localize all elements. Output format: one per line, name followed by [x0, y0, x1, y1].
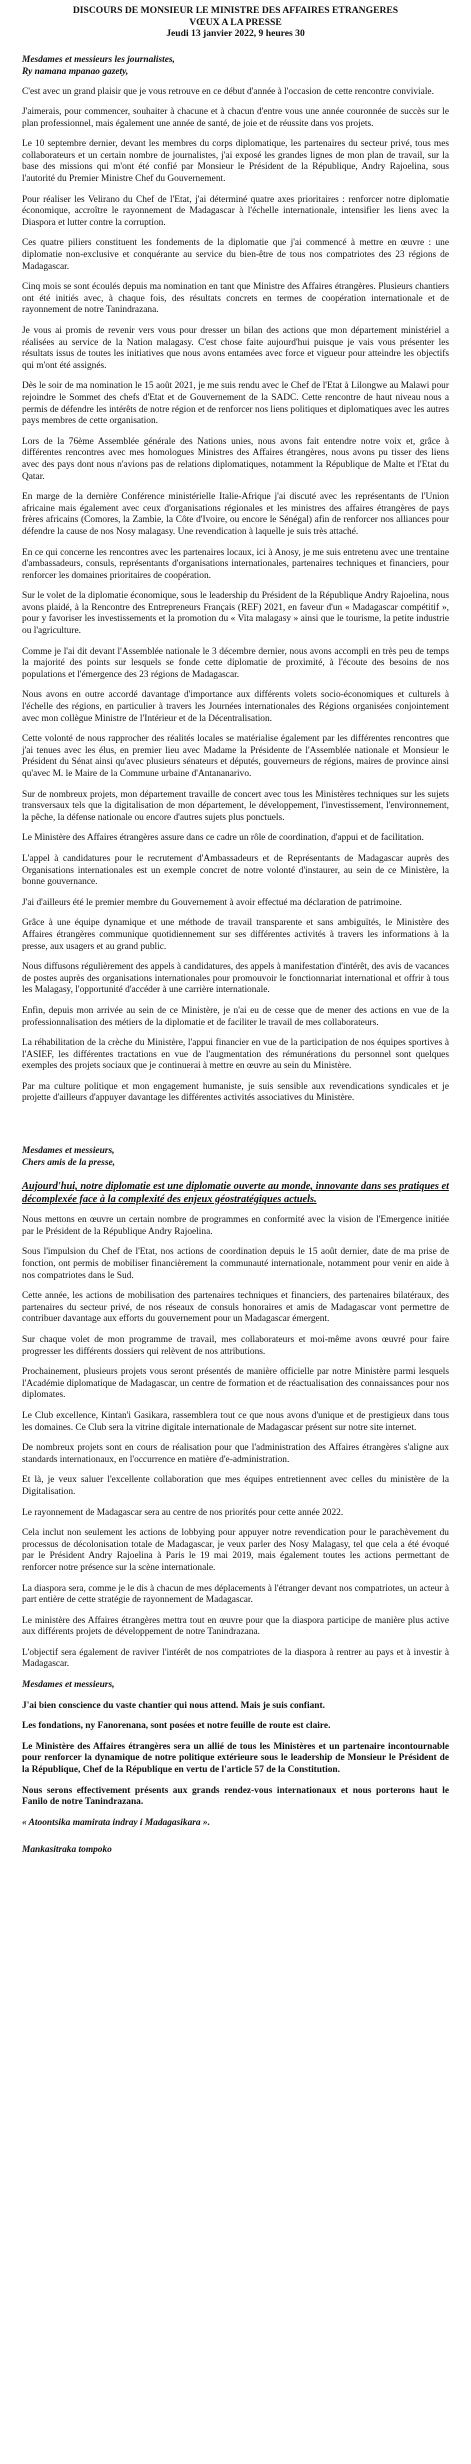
opening-greeting: [22, 54, 449, 78]
paragraph: Enfin, depuis mon arrivée au sein de ce Ministère, je n'ai eu de cesse que de mener des actions en vue de la professionnalisation des métiers de la diplomatie et de faciliter le travail de mes collaborateurs.: [22, 1005, 449, 1028]
greeting-line: Mesdames et messieurs,: [22, 1146, 115, 1157]
paragraph: Sur le volet de la diplomatie économique, sous le leadership du Président de la République Andry Rajoelina, nous avons plaidé, à la Rencontre des Entrepreneurs Français (REF) 2021, en faveur d'un « Madagascar compétitif », pour y favoriser les investissements et la promotion du « Vita malagasy » ainsi que le tourisme, la petite industrie ou l'agriculture.: [22, 591, 449, 637]
speech-part-1: [22, 87, 449, 1106]
paragraph: Nous avons en outre accordé davantage d'importance aux différents volets socio-économiques et culturels à l'échelle des régions, en particulier à travers les Journées internationales des Régions organisées conjointement avec mon collègue Ministre de l'Intérieur et de la Décentralisation.: [22, 690, 449, 724]
speech-header: [22, 5, 449, 40]
lead-statement: Aujourd'hui, notre diplomatie est une diplomatie ouverte au monde, innovante dans ses pratiques et décomplexée face à la complexité des enjeux géostratégiques actuels.: [22, 1181, 449, 1205]
paragraph: Comme je l'ai dit devant l'Assemblée nationale le 3 décembre dernier, nous avons accompli en très peu de temps la majorité des points sur lesquels se fonde cette diplomatie de proximité, à l'écoute des besoins de nos populations et l'émergence des 23 régions de Madagascar.: [22, 646, 449, 680]
paragraph: Cinq mois se sont écoulés depuis ma nomination en tant que Ministre des Affaires étrangères. Plusieurs chantiers ont été initiés avec, à chaque fois, des résultats concrets en termes de coopération internationale et de rayonnement de notre Tanindrazana.: [22, 282, 449, 316]
paragraph: Le rayonnement de Madagascar sera au centre de nos priorités pour cette année 2022.: [22, 1507, 344, 1518]
speech-subtitle: VŒUX A LA PRESSE: [189, 16, 282, 28]
paragraph: Sur de nombreux projets, mon département travaille de concert avec tous les Ministères techniques sur les sujets transversaux tels que la digitalisation de mon département, le développement, l'investissement, l'environnement, la pêche, la défense nationale ou encore d'autres sujets plus ponctuels.: [22, 789, 449, 823]
paragraph: De nombreux projets sont en cours de réalisation pour que l'administration des Affaires étrangères s'aligne aux standards internationaux, en l'occurrence en matière d'e-administration.: [22, 1443, 449, 1465]
paragraph: J'aimerais, pour commencer, souhaiter à chacune et à chacun d'entre vous une année couronnée de succès sur le plan professionnel, mais également une année de santé, de joie et de réussite dans vos projets.: [22, 107, 449, 129]
paragraph: Je vous ai promis de revenir vers vous pour dresser un bilan des actions que mon département ministériel a réalisées au service de la Nation malagasy. C'est chose faite aujourd'hui puisque je vais vous présenter les résultats issus de toutes les initiatives que nous avons entamées avec force et vigueur pour atteindre les objectifs qui m'ont été assignés.: [22, 326, 449, 371]
speech-part-2: [22, 1215, 449, 1671]
paragraph: Grâce à une équipe dynamique et une méthode de travail transparente et sans ambiguïtés, le Ministère des Affaires étrangères communique quotidiennement sur ses différentes activités à travers les informations à la presse, aux usagers et au grand public.: [22, 918, 449, 952]
paragraph: Sous l'impulsion du Chef de l'Etat, nos actions de coordination depuis le 15 août dernier, date de ma prise de fonction, ont permis de mobiliser financièrement la communauté internationale, notamment pour venir en aide à nos compatriotes dans le Sud.: [22, 1247, 449, 1281]
paragraph: Le ministère des Affaires étrangères mettra tout en œuvre pour que la diaspora participe de manière plus active aux différents projets de développement de notre Tanindrazana.: [22, 1615, 449, 1638]
paragraph: Prochainement, plusieurs projets vous seront présentés de manière officielle par notre Ministère parmi lesquels l'Académie diplomatique de Madagascar, un centre de formation et de réactualisation des connaissances pour nos diplomates.: [22, 1367, 449, 1401]
section-2-greeting: [22, 1145, 449, 1169]
speech-date: Jeudi 13 janvier 2022, 9 heures 30: [166, 28, 305, 39]
paragraph: Sur chaque volet de mon programme de travail, mes collaborateurs et moi-même avons œuvré pour faire progresser les différents dossiers qui relèvent de nos attributions.: [22, 1335, 449, 1357]
greeting-malagasy: Ry namana mpanao gazety,: [22, 66, 129, 77]
paragraph: Ces quatre piliers constituent les fondements de la diplomatie que j'ai commencé à mettre en œuvre : une diplomatie non-exclusive et conquérante au service du bien-être de tous nos compatriotes des 23 régions de Madagascar.: [22, 238, 449, 272]
paragraph: Nous mettons en œuvre un certain nombre de programmes en conformité avec la vision de l'Emergence initiée par le Président de la République Andry Rajoelina.: [22, 1215, 449, 1237]
paragraph: Nous diffusons régulièrement des appels à candidatures, des appels à manifestation d'intérêt, des avis de vacances de postes auprès des organisations internationales pour promouvoir le fonctionnariat international et offrir à tous les Malagasy, l'opportunité d'accéder à une carrière internationale.: [22, 962, 449, 996]
paragraph: Le Ministère des Affaires étrangères sera un allié de tous les Ministères et un partenaire incontournable pour renforcer la dynamique de notre politique extérieure sous le leadership de Monsieur le Président de la République, Chef de la République en vertu de l'article 57 de la Constitution.: [22, 1741, 449, 1776]
paragraph: L'appel à candidatures pour le recrutement d'Ambassadeurs et de Représentants de Madagascar auprès des Organisations internationales est un exemple concret de notre volonté d'instaurer, au sein de ce Ministère, la bonne gouvernance.: [22, 853, 449, 888]
paragraph: En ce qui concerne les rencontres avec les partenaires locaux, ici à Anosy, je me suis entretenu avec une trentaine d'ambassadeurs, consuls, représentants d'organisations internationales, partenaires techniques et financiers, pour renforcer les domaines prioritaires de coopération.: [22, 547, 449, 581]
paragraph: Nous serons effectivement présents aux grands rendez-vous internationaux et nous porterons haut le Fanilo de notre Tanindrazana.: [22, 1785, 449, 1808]
speech-part-3: [22, 1701, 449, 1809]
greeting-line: Chers amis de la presse,: [22, 1158, 115, 1169]
paragraph: J'ai d'ailleurs été le premier membre du Gouvernement à avoir effectué ma déclaration de patrimoine.: [22, 897, 402, 908]
paragraph: Lors de la 76ème Assemblée générale des Nations unies, nous avons fait entendre notre voix et, grâce à différentes rencontres avec mes homologues Ministres des Affaires étrangères, nous avons pu tisser des liens avec des pays dont nous n'avions pas de relations diplomatiques, notamment la République de Malte et l'Etat du Qatar.: [22, 436, 449, 482]
paragraph: La diaspora sera, comme je le dis à chacun de mes déplacements à l'étranger devant nos compatriotes, un acteur à part entière de cette stratégie de rayonnement de Madagascar.: [22, 1583, 449, 1606]
paragraph: Le 10 septembre dernier, devant les membres du corps diplomatique, les partenaires du secteur privé, tous mes collaborateurs et un certain nombre de journalistes, j'ai exposé les grandes lignes de mon plan de travail, sur la base des missions qui m'ont été confié par Monsieur le Président de la République, Andry Rajoelina, sous l'autorité du Premier Ministre Chef du Gouvernement.: [22, 139, 449, 185]
paragraph: Cette volonté de nous rapprocher des réalités locales se matérialise également par les différentes rencontres que j'ai tenues avec les élus, en premier lieu avec Madame la Présidente de l'Assemblée nationale et Monsieur le Président du Sénat ainsi qu'avec plusieurs sénateurs et députés, gouverneurs de régions, maires de province ainsi qu'avec M. le Maire de la Commune urbaine d'Antananarivo.: [22, 734, 449, 779]
signature: Mankasitraka tompoko: [22, 1845, 112, 1856]
paragraph: Par ma culture politique et mon engagement humaniste, je suis sensible aux revendications syndicales et je projette d'ailleurs d'appuyer davantage les différentes activités associatives du Ministère.: [22, 1081, 449, 1104]
paragraph: C'est avec un grand plaisir que je vous retrouve en ce début d'année à l'occasion de cette rencontre conviviale.: [22, 86, 434, 97]
paragraph: L'objectif sera également de raviver l'intérêt de nos compatriotes de la diaspora à rentrer au pays et à investir à Madagascar.: [22, 1647, 449, 1670]
paragraph: Les fondations, ny Fanorenana, sont posées et notre feuille de route est claire.: [22, 1721, 331, 1732]
paragraph: Dès le soir de ma nomination le 15 août 2021, je me suis rendu avec le Chef de l'Etat à Lilongwe au Malawi pour rejoindre le Sommet des chefs d'Etat et de Gouvernement de la SADC. Cette rencontre de haut niveau nous a permis de défendre les intérêts de notre région et de renforcer nos liens politiques et diplomatiques avec les autres pays membres de cette organisation.: [22, 381, 449, 427]
section-3-greeting: Mesdames et messieurs,: [22, 1680, 115, 1691]
paragraph: Cette année, les actions de mobilisation des partenaires techniques et financiers, des partenaires bilatéraux, des partenaires du secteur privé, de nos réseaux de consuls honoraires et amis de Madagascar vont permettre de contribuer davantage aux efforts du gouvernement pour un Madagascar émergent.: [22, 1291, 449, 1325]
greeting-french: Mesdames et messieurs les journalistes,: [22, 54, 175, 65]
paragraph: La réhabilitation de la crèche du Ministère, l'appui financier en vue de la participation de nos équipes sportives à l'ASIEF, les différentes tractations en vue de l'augmentation des rémunérations du personnel sont quelques exemples des projets sociaux que je continuerai à mettre en œuvre au sein du Ministère.: [22, 1038, 449, 1072]
paragraph: J'ai bien conscience du vaste chantier qui nous attend. Mais je suis confiant.: [22, 1700, 325, 1711]
paragraph: Cela inclut non seulement les actions de lobbying pour appuyer notre revendication pour le parachèvement du processus de décolonisation totale de Madagascar, je veux parler des Nosy Malagasy, tel que cela a été évoqué par le Président Andry Rajoelina à Paris le 19 mai 2019, mais également toutes les actions permettant de renforcer notre présence sur la scène internationale.: [22, 1528, 449, 1573]
paragraph: Le Ministère des Affaires étrangères assure dans ce cadre un rôle de coordination, d'appui et de facilitation.: [22, 833, 424, 844]
closing-line: « Atoontsika mamirata indray i Madagasikara ».: [22, 1817, 210, 1828]
paragraph: En marge de la dernière Conférence ministérielle Italie-Afrique j'ai discuté avec les représentants de l'Union africaine mais également avec ceux d'organisations régionales et les ministres des affaires étrangères de pays frères africains (Comores, la Zambie, la Côte d'Ivoire, ou encore le Sénégal) afin de renforcer nos alliances pour défendre la cause de nos Nosy malagasy. Une revendication à laquelle je suis très attaché.: [22, 492, 449, 537]
paragraph: Et là, je veux saluer l'excellente collaboration que mes équipes entretiennent avec celles du ministère de la Digitalisation.: [22, 1475, 449, 1497]
speech-title: DISCOURS DE MONSIEUR LE MINISTRE DES AFFAIRES ETRANGERES: [72, 5, 399, 16]
paragraph: Le Club excellence, Kintan'i Gasikara, rassemblera tout ce que nous avons d'unique et de prestigieux dans tous les domaines. Ce Club sera la vitrine digitale internationale de Madagascar présent sur notre site internet.: [22, 1410, 449, 1433]
paragraph: Pour réaliser les Velirano du Chef de l'Etat, j'ai déterminé quatre axes prioritaires : renforcer notre diplomatie économique, accroître le rayonnement de Madagascar à l'échelle internationale, intensifier les liens avec la Diaspora et lutter contre la corruption.: [22, 194, 449, 228]
